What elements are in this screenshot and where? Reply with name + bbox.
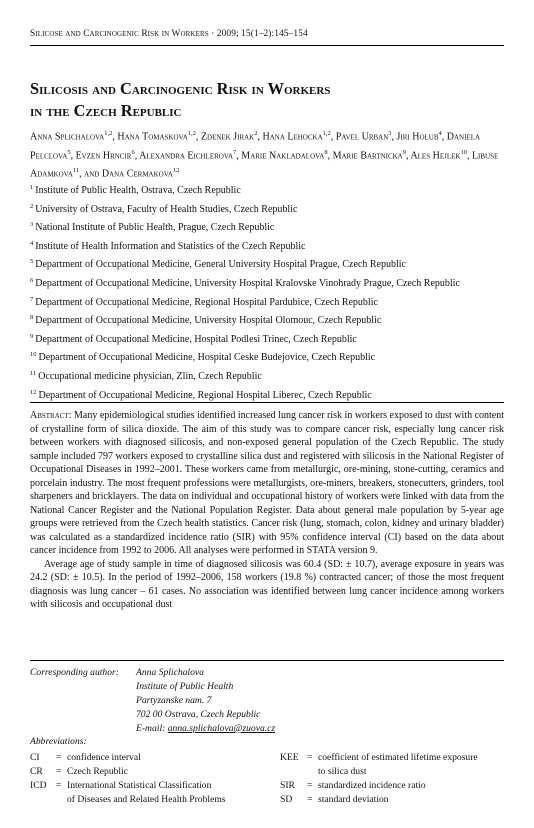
abbreviation-equals: = (307, 794, 313, 805)
affiliation-number: 7 (30, 295, 34, 303)
author-affiliation-mark: 3 (388, 130, 392, 137)
affiliation-item (30, 180, 504, 199)
author-separator: , (405, 149, 411, 161)
affiliation-item (30, 310, 504, 329)
abbreviation-definition: confidence interval (67, 752, 141, 763)
author-name: Daniela Pelclova (30, 131, 481, 161)
author-affiliation-mark: 1,2 (322, 130, 331, 137)
abstract (30, 402, 504, 612)
abbreviation-key: SIR (280, 780, 295, 791)
affiliation-text: Occupational medicine physician, Zlin, Czech Republic (38, 370, 262, 382)
abbreviation-equals: = (56, 752, 62, 763)
affiliation-number: 11 (30, 369, 37, 377)
abbreviations-left (30, 751, 270, 807)
abbreviation-equals: = (307, 752, 313, 763)
affiliation-number: 1 (30, 184, 34, 191)
abbreviation-row (30, 793, 270, 807)
affiliation-text: National Institute of Public Health, Prague, Czech Republic (35, 222, 275, 234)
abbreviations-right (280, 751, 504, 807)
affiliation-item (30, 254, 504, 273)
author-affiliation-mark: 2 (254, 130, 258, 137)
author-name: Evzen Hrncir (75, 149, 132, 161)
affiliation-number: 9 (30, 332, 34, 340)
author-name: Alexandra Eichlerova (139, 149, 234, 161)
author-affiliation-mark: 6 (131, 148, 135, 156)
author-affiliation-mark: 11 (72, 167, 80, 175)
author-affiliation-mark: 5 (67, 148, 71, 156)
author-name: Jiri Holub (396, 131, 439, 143)
affiliation-number: 2 (30, 202, 34, 210)
abbreviation-key: KEE (280, 752, 299, 763)
abbreviation-row (30, 779, 270, 793)
abbreviation-row (280, 779, 504, 793)
author-name: Hana Tomaskova (117, 131, 188, 143)
author-separator: , (391, 131, 397, 143)
author-separator: , (330, 131, 336, 143)
abstract-label: Abstract: (30, 410, 72, 421)
abbreviation-definition: to silica dust (318, 766, 367, 777)
corresponding-address-2: Partyzanske nam. 7 (136, 695, 212, 706)
affiliation-text: University of Ostrava, Faculty of Health Studies, Czech Republic (35, 203, 298, 215)
email-link[interactable]: anna.splichalova@zuova.cz (167, 723, 276, 734)
abbreviation-equals: = (56, 780, 62, 791)
abbreviation-equals: = (56, 766, 62, 777)
author-name: Marie Nakladalova (241, 149, 325, 161)
author-name: Hana Lehocka (262, 131, 323, 143)
corresponding-address-3: 702 00 Ostrava, Czech Republic (136, 709, 261, 720)
author-affiliation-mark: 1,2 (187, 130, 196, 137)
abbreviation-definition: International Statistical Classification (67, 780, 212, 791)
author-name: Zdenek Jirak (200, 131, 255, 143)
corresponding-address-1: Institute of Public Health (136, 681, 234, 692)
abbreviation-definition: standardized incidence ratio (318, 780, 426, 791)
author-name: Pavel Urban (335, 131, 389, 143)
affiliation-item (30, 217, 504, 236)
corresponding-label: Corresponding author: (30, 667, 119, 678)
author-affiliation-mark: 4 (438, 130, 442, 137)
author-name: Marie Bartnicka (332, 149, 403, 161)
affiliation-text: Department of Occupational Medicine, General University Hospital Prague, Czech Republic (35, 259, 406, 271)
author-name: Anna Splichalova (30, 131, 105, 143)
abbreviation-definition: coefficient of estimated lifetime exposure (318, 752, 478, 763)
author-separator: , and (79, 168, 102, 180)
affiliation-item (30, 273, 504, 292)
author-separator: , (327, 149, 333, 161)
affiliation-list (30, 180, 504, 403)
affiliation-item (30, 292, 504, 311)
affiliation-text: Institute of Health Information and Statistics of the Czech Republic (35, 240, 306, 252)
author-separator: , (70, 149, 76, 161)
affiliation-number: 5 (30, 258, 34, 266)
email-label: E-mail: (136, 723, 166, 734)
footnote-rule (30, 660, 504, 661)
author-name: Ales Hejlek (410, 149, 461, 161)
abbreviation-definition: Czech Republic (67, 766, 129, 777)
abbreviation-equals: = (307, 780, 313, 791)
author-separator: , (257, 131, 263, 143)
affiliation-number: 4 (30, 239, 34, 247)
abstract-text-1: Many epidemiological studies identified increased lung cancer risk in workers exposed to dust with content of crystalline form of silica dioxide. The aim of this study was to compare cancer risk, especially lung cancer risk between workers with diagnosed silicosis, and non-exposed general population of the Czech Republic. The study sample included 797 workers exposed to crystalline silica dust and registered with silicosis in the National Register of Occupational Diseases in 1992–2001. These workers came from metallurgic, ore-mining, stone-cutting, ceramics and porcelain industry. The most frequent professions were metallurgists, ore-miners, breakers, stonecutters, grinders, tool sharpeners and bricklayers. The data on individual and occupational history of workers were linked with data from the National Cancer Register and the National Population Register. Data about general male population by 5-year age groups were retrieved from the Czech health statistics. Cancer risk (lung, stomach, colon, kidney and urinary bladder) was calculated as a standardized incidence ratio (SIR) with 95% confidence interval (CI) based on the data about cancer incidence from 1992 to 2006. All analyses were performed in STATA version 9. (30, 410, 505, 556)
abbreviation-key: SD (280, 794, 293, 805)
affiliation-number: 10 (30, 351, 37, 359)
header-rule (30, 45, 504, 46)
affiliation-item (30, 236, 504, 255)
abbreviation-key: CR (30, 766, 43, 777)
journal-reference: 2009; 15(1–2):145–154 (216, 29, 308, 39)
corresponding-name: Anna Splichalova (136, 667, 204, 678)
author-list (30, 126, 504, 182)
title-line-1: Silicosis and Carcinogenic Risk in Workers (30, 79, 331, 98)
author-affiliation-mark: 7 (233, 148, 237, 156)
author-name: Dana Cermakova (101, 168, 173, 180)
affiliation-item (30, 366, 504, 385)
author-affiliation-mark: 10 (460, 148, 467, 156)
affiliation-number: 8 (30, 314, 34, 322)
author-separator: , (236, 149, 242, 161)
abbreviations-title: Abbreviations: (30, 736, 87, 747)
affiliation-item (30, 347, 504, 366)
abbreviation-row (30, 765, 270, 779)
author-separator: , (466, 149, 472, 161)
affiliation-item (30, 199, 504, 218)
abbreviation-row (280, 793, 504, 807)
author-affiliation-mark: 8 (324, 148, 328, 156)
author-separator: , (441, 131, 447, 143)
affiliation-item (30, 329, 504, 348)
author-separator: , (195, 131, 201, 143)
abbreviation-definition: of Diseases and Related Health Problems (67, 794, 226, 805)
affiliation-text: Department of Occupational Medicine, University Hospital Kralovske Vinohrady Prague, Czech Republic (35, 277, 460, 289)
title-line-2: in the Czech Republic (30, 101, 182, 120)
affiliation-text: Department of Occupational Medicine, Regional Hospital Liberec, Czech Republic (38, 389, 372, 401)
author-separator: , (134, 149, 140, 161)
abbreviation-row (280, 765, 504, 779)
affiliation-text: Department of Occupational Medicine, Hospital Podlesi Trinec, Czech Republic (35, 333, 357, 345)
affiliation-text: Department of Occupational Medicine, University Hospital Olomouc, Czech Republic (35, 315, 382, 327)
affiliation-number: 3 (30, 221, 34, 229)
author-affiliation-mark: 9 (402, 148, 406, 156)
running-head-title: Silicose and Carcinogenic Risk in Workers (30, 29, 209, 39)
abstract-paragraph-2: Average age of study sample in time of diagnosed silicosis was 60.4 (SD: ± 10.7), average exposure in years was 24.2 (SD: ± 10.5). In the period of 1992–2006, 158 workers (19.8 %) contracted cancer; of those the most frequent diagnosis was lung cancer – 61 cases. No association was identified between lung cancer incidence among workers with silicosis and occupational dust (30, 558, 504, 610)
abbreviation-row (280, 751, 504, 765)
affiliation-number: 12 (30, 388, 37, 396)
abbreviation-row (30, 751, 270, 765)
abstract-paragraph-1 (30, 409, 504, 558)
abbreviation-key: CI (30, 752, 40, 763)
affiliation-text: Department of Occupational Medicine, Regional Hospital Pardubice, Czech Republic (35, 296, 378, 308)
affiliation-number: 6 (30, 276, 34, 284)
abbreviation-definition: standard deviation (318, 794, 389, 805)
corresponding-email-line (136, 722, 275, 736)
running-head (30, 29, 504, 39)
running-head-sep: · (211, 29, 217, 39)
abbreviation-key: ICD (30, 780, 47, 791)
affiliation-item (30, 385, 504, 404)
article-title (30, 78, 504, 122)
author-affiliation-mark: 1,2 (104, 130, 113, 137)
affiliation-text: Institute of Public Health, Ostrava, Czech Republic (35, 185, 241, 196)
author-affiliation-mark: 12 (172, 167, 180, 175)
affiliation-text: Department of Occupational Medicine, Hospital Ceske Budejovice, Czech Republic (38, 352, 376, 364)
author-separator: , (112, 131, 118, 143)
author-name: Libuse Adamkova (30, 149, 499, 180)
